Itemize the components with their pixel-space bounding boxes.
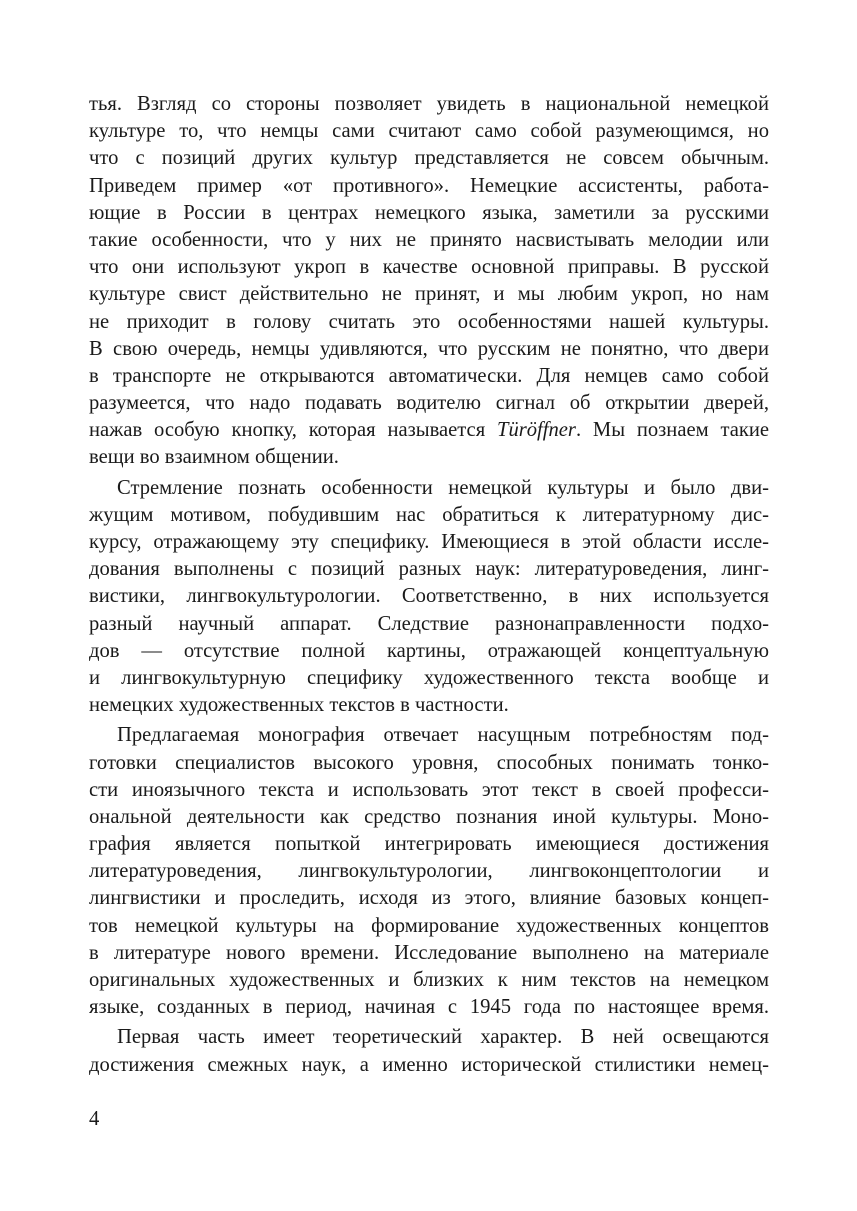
text-line: вистики, лингвокультурологии. Соответственно, в них используется (89, 585, 769, 608)
text-line: дов — отсутствие полной картины, отражающей концептуальную (89, 639, 769, 662)
paragraph-4 (89, 1024, 769, 1078)
text-line: в литературе нового времени. Исследование выполнено на материале (89, 941, 769, 964)
text-line: оригинальных художественных и близких к ним текстов на немецком (89, 969, 769, 991)
text-line: литературоведения, лингвокультурологии, лингвоконцептологии и (89, 860, 769, 883)
text-line: что они используют укроп в качестве основной приправы. В русской (89, 256, 769, 279)
text-line: готовки специалистов высокого уровня, способных понимать тонко- (89, 751, 769, 774)
text-line: Приведем пример «от противного». Немецкие ассистенты, работа- (89, 174, 769, 197)
text-segment: нажав особую кнопку, которая называется (89, 419, 497, 442)
text-line: языке, созданных в период, начиная с 1945 года по настоящее время. (89, 996, 769, 1019)
text-line: немецких художественных текстов в частности. (89, 694, 509, 717)
text-line-with-italic (89, 417, 769, 444)
text-line: и лингвокультурную специфику художественного текста вообще и (89, 666, 769, 689)
text-line: Стремление познать особенности немецкой культуры и было дви- (117, 476, 769, 499)
text-line: тов немецкой культуры на формирование художественных концептов (89, 914, 769, 937)
text-line: культуре свист действительно не принят, и мы любим укроп, но нам (89, 283, 769, 306)
text-line: разный научный аппарат. Следствие разнонаправленности подхо- (89, 612, 769, 635)
text-line: графия является попыткой интегрировать имеющиеся достижения (89, 833, 769, 856)
text-line: разумеется, что надо подавать водителю сигнал об открытии дверей, (89, 392, 769, 415)
text-line: сти иноязычного текста и использовать этот текст в своей професси- (89, 778, 769, 801)
text-line: Первая часть имеет теоретический характер. В ней освещаются (117, 1026, 769, 1049)
text-line: не приходит в голову считать это особенностями нашей культуры. (89, 310, 769, 333)
paragraph-2 (89, 475, 769, 720)
text-line: вещи во взаимном общении. (89, 446, 339, 469)
text-line: ональной деятельности как средство познания иной культуры. Моно- (89, 805, 769, 828)
text-line: ющие в России в центрах немецкого языка, заметили за русскими (89, 201, 769, 224)
italic-term: Türöffner (496, 419, 576, 442)
text-line: достижения смежных наук, а именно исторической стилистики немец- (89, 1053, 769, 1076)
text-line: тья. Взгляд со стороны позволяет увидеть в национальной немецкой (89, 93, 769, 115)
paragraph-1 (89, 91, 769, 472)
text-line: культуре то, что немцы сами считают само собой разумеющимся, но (89, 120, 769, 143)
text-line: курсу, отражающему эту специфику. Имеющиеся в этой области иссле- (89, 531, 769, 553)
text-line: лингвистики и проследить, исходя из этого, влияние базовых концеп- (89, 887, 769, 910)
text-line: жущим мотивом, побудившим нас обратиться к литературному дис- (89, 503, 769, 526)
text-line: дования выполнены с позиций разных наук: литературоведения, линг- (89, 558, 769, 581)
page-body (89, 91, 769, 1079)
text-line: такие особенности, что у них не принято насвистывать мелодии или (89, 228, 769, 251)
text-line: Предлагаемая монография отвечает насущным потребностям под- (117, 724, 769, 747)
text-line: что с позиций других культур представляется не совсем обычным. (89, 147, 769, 170)
text-line: в транспорте не открываются автоматически. Для немцев само собой (89, 364, 769, 387)
text-segment: . Мы познаем такие (575, 419, 769, 442)
paragraph-3 (89, 722, 769, 1021)
page-number: 4 (89, 1108, 100, 1130)
text-line: В свою очередь, немцы удивляются, что русским не понятно, что двери (89, 337, 769, 360)
